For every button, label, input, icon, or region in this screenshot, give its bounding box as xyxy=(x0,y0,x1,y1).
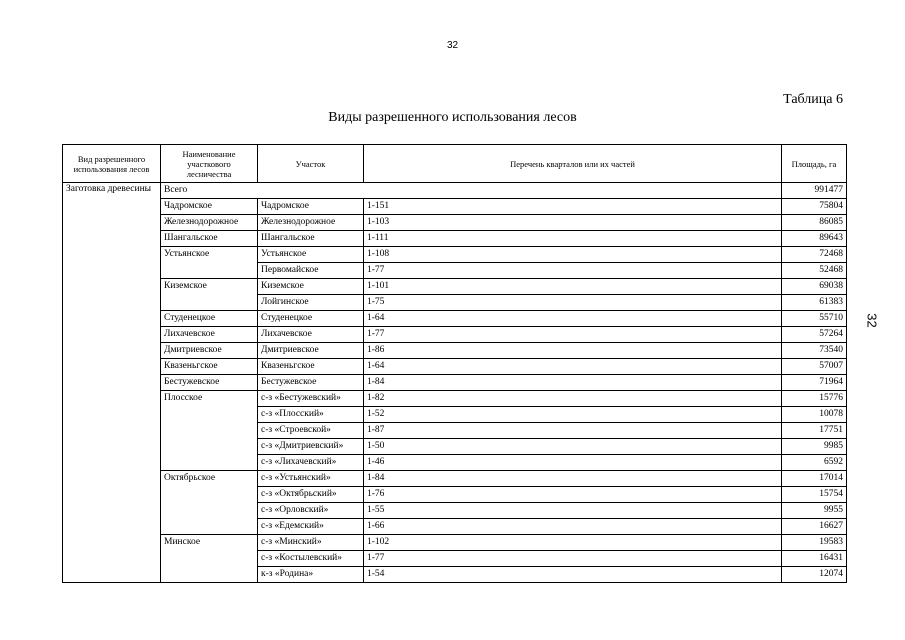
quarters-cell: 1-111 xyxy=(364,231,782,247)
area-cell: 16627 xyxy=(782,519,847,535)
area-cell: 19583 xyxy=(782,535,847,551)
quarters-cell: 1-50 xyxy=(364,439,782,455)
quarters-cell: 1-75 xyxy=(364,295,782,311)
forestry-cell: Железнодорожное xyxy=(161,215,258,231)
quarters-cell: 1-151 xyxy=(364,199,782,215)
table-row xyxy=(63,311,847,327)
forestry-cell: Минское xyxy=(161,535,258,551)
table-row xyxy=(63,231,847,247)
section-cell: с-з «Минский» xyxy=(258,535,364,551)
table-row xyxy=(63,215,847,231)
table-row xyxy=(63,327,847,343)
section-cell: Дмитриевское xyxy=(258,343,364,359)
table-row xyxy=(63,343,847,359)
table-header-row xyxy=(63,145,847,183)
quarters-cell: 1-76 xyxy=(364,487,782,503)
forestry-cell: Квазеньгское xyxy=(161,359,258,375)
area-cell: 17014 xyxy=(782,471,847,487)
table-row xyxy=(63,199,847,215)
section-cell: с-з «Устьянский» xyxy=(258,471,364,487)
section-cell: Лихачевское xyxy=(258,327,364,343)
area-cell: 71964 xyxy=(782,375,847,391)
area-cell: 16431 xyxy=(782,551,847,567)
forestry-cell: Плосское xyxy=(161,391,258,407)
table-row xyxy=(63,263,847,279)
table-row xyxy=(63,551,847,567)
table-row xyxy=(63,439,847,455)
area-cell: 75804 xyxy=(782,199,847,215)
forestry-cell: Киземское xyxy=(161,279,258,295)
area-cell: 73540 xyxy=(782,343,847,359)
page-number-top: 32 xyxy=(446,40,459,51)
table-row xyxy=(63,359,847,375)
area-cell: 61383 xyxy=(782,295,847,311)
table-row xyxy=(63,407,847,423)
forestry-cell xyxy=(161,519,258,535)
table-row xyxy=(63,279,847,295)
area-cell: 55710 xyxy=(782,311,847,327)
quarters-cell: 1-55 xyxy=(364,503,782,519)
quarters-cell: 1-77 xyxy=(364,327,782,343)
forestry-cell xyxy=(161,295,258,311)
table-row xyxy=(63,391,847,407)
quarters-cell: 1-87 xyxy=(364,423,782,439)
forestry-cell: Устьянское xyxy=(161,247,258,263)
header-area: Площадь, га xyxy=(782,145,847,183)
kind-cell: Заготовка древесины xyxy=(63,183,161,583)
forestry-cell: Шангальское xyxy=(161,231,258,247)
forestry-cell: Лихачевское xyxy=(161,327,258,343)
table-row xyxy=(63,247,847,263)
quarters-cell: 1-84 xyxy=(364,471,782,487)
quarters-cell: 1-101 xyxy=(364,279,782,295)
forestry-cell: Дмитриевское xyxy=(161,343,258,359)
forestry-cell: Октябрьское xyxy=(161,471,258,487)
forestry-cell xyxy=(161,503,258,519)
forestry-cell xyxy=(161,455,258,471)
quarters-cell: 1-77 xyxy=(364,263,782,279)
table-row xyxy=(63,519,847,535)
total-row xyxy=(63,183,847,199)
section-cell: Киземское xyxy=(258,279,364,295)
forestry-cell: Студенецкое xyxy=(161,311,258,327)
area-cell: 12074 xyxy=(782,567,847,583)
section-cell: Студенецкое xyxy=(258,311,364,327)
quarters-cell: 1-103 xyxy=(364,215,782,231)
forestry-cell xyxy=(161,263,258,279)
total-area: 991477 xyxy=(782,183,847,199)
section-cell: с-з «Строевской» xyxy=(258,423,364,439)
area-cell: 10078 xyxy=(782,407,847,423)
header-kind: Вид разрешенного использования лесов xyxy=(63,145,161,183)
quarters-cell: 1-82 xyxy=(364,391,782,407)
quarters-cell: 1-46 xyxy=(364,455,782,471)
forestry-cell xyxy=(161,551,258,567)
table-row xyxy=(63,375,847,391)
land-use-table xyxy=(62,144,847,583)
section-cell: Железнодорожное xyxy=(258,215,364,231)
quarters-cell: 1-84 xyxy=(364,375,782,391)
table-row xyxy=(63,471,847,487)
total-label: Всего xyxy=(161,183,782,199)
section-cell: с-з «Едемский» xyxy=(258,519,364,535)
quarters-cell: 1-64 xyxy=(364,311,782,327)
section-cell: с-з «Дмитриевский» xyxy=(258,439,364,455)
forestry-cell xyxy=(161,423,258,439)
quarters-cell: 1-66 xyxy=(364,519,782,535)
quarters-cell: 1-64 xyxy=(364,359,782,375)
table-title: Виды разрешенного использования лесов xyxy=(328,110,577,125)
table-row xyxy=(63,487,847,503)
area-cell: 72468 xyxy=(782,247,847,263)
forestry-cell xyxy=(161,407,258,423)
quarters-cell: 1-86 xyxy=(364,343,782,359)
quarters-cell: 1-102 xyxy=(364,535,782,551)
quarters-cell: 1-52 xyxy=(364,407,782,423)
area-cell: 9985 xyxy=(782,439,847,455)
header-section: Участок xyxy=(258,145,364,183)
section-cell: Бестужевское xyxy=(258,375,364,391)
forestry-cell: Чадромское xyxy=(161,199,258,215)
quarters-cell: 1-108 xyxy=(364,247,782,263)
area-cell: 15776 xyxy=(782,391,847,407)
quarters-cell: 1-54 xyxy=(364,567,782,583)
area-cell: 6592 xyxy=(782,455,847,471)
area-cell: 9955 xyxy=(782,503,847,519)
area-cell: 86085 xyxy=(782,215,847,231)
section-cell: Шангальское xyxy=(258,231,364,247)
area-cell: 57007 xyxy=(782,359,847,375)
table-row xyxy=(63,567,847,583)
section-cell: Устьянское xyxy=(258,247,364,263)
section-cell: Квазеньгское xyxy=(258,359,364,375)
header-forestry: Наименование участкового лесничества xyxy=(161,145,258,183)
table-row xyxy=(63,503,847,519)
section-cell: Чадромское xyxy=(258,199,364,215)
section-cell: с-з «Костылевский» xyxy=(258,551,364,567)
table-row xyxy=(63,455,847,471)
table-row xyxy=(63,423,847,439)
section-cell: Лойгинское xyxy=(258,295,364,311)
quarters-cell: 1-77 xyxy=(364,551,782,567)
table-row xyxy=(63,295,847,311)
section-cell: с-з «Бестужевский» xyxy=(258,391,364,407)
area-cell: 17751 xyxy=(782,423,847,439)
table-label: Таблица 6 xyxy=(783,92,843,107)
section-cell: с-з «Октябрьский» xyxy=(258,487,364,503)
area-cell: 89643 xyxy=(782,231,847,247)
forestry-cell xyxy=(161,567,258,583)
area-cell: 69038 xyxy=(782,279,847,295)
table-row xyxy=(63,535,847,551)
page-number-side: 32 xyxy=(864,313,880,328)
section-cell: с-з «Лихачевский» xyxy=(258,455,364,471)
section-cell: Первомайское xyxy=(258,263,364,279)
forestry-cell xyxy=(161,439,258,455)
forestry-cell xyxy=(161,487,258,503)
area-cell: 52468 xyxy=(782,263,847,279)
area-cell: 57264 xyxy=(782,327,847,343)
section-cell: с-з «Орловский» xyxy=(258,503,364,519)
section-cell: с-з «Плосский» xyxy=(258,407,364,423)
header-quarters: Перечень кварталов или их частей xyxy=(364,145,782,183)
area-cell: 15754 xyxy=(782,487,847,503)
forestry-cell: Бестужевское xyxy=(161,375,258,391)
section-cell: к-з «Родина» xyxy=(258,567,364,583)
